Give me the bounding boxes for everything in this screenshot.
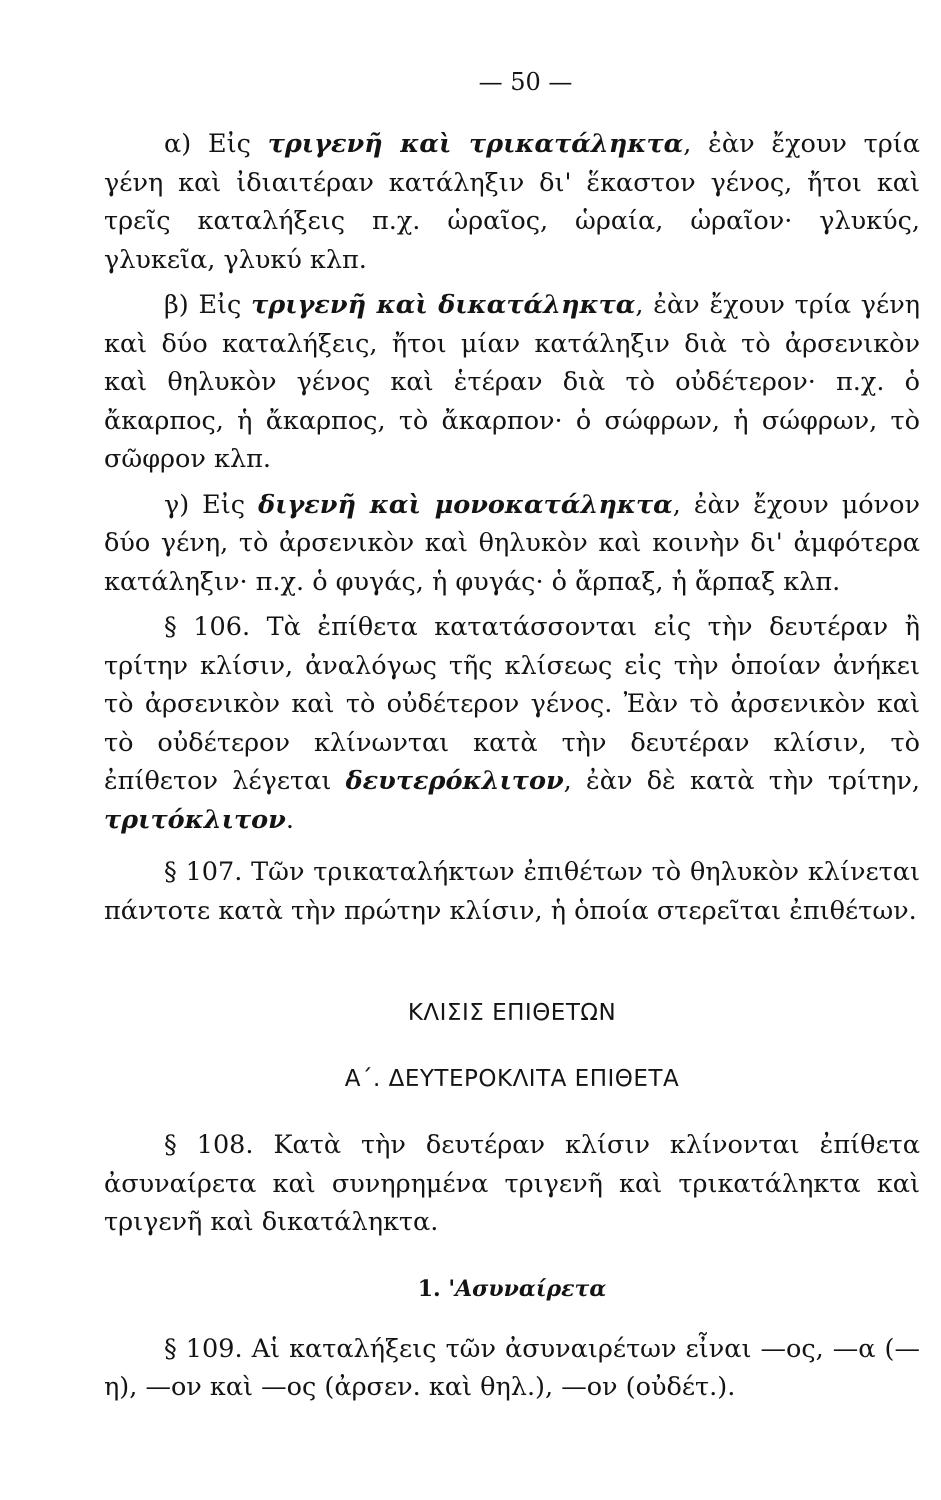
section-106-text-3: . [285,804,294,835]
section-106-text-1: § 106. Τὰ ἐπίθετα κατατάσσονται εἰς τὴν δευτέραν ἢ τρίτην κλίσιν, ἀναλόγως τῆς κλίσεως εἰς τὴν ὁποίαν ἀνήκει τὸ ἀρσενικὸν καὶ τὸ οὐδέτερον γένος. Ἐὰν τὸ ἀρσενικὸν καὶ τὸ οὐδέτερον κλίνωνται κατὰ τὴν δευτέραν κλίσιν, τὸ ἐπίθετον λέγεται [104,612,920,796]
subheading-title: 'Ασυναίρετα [448,1275,607,1302]
subheading-number: 1. [417,1275,449,1302]
paragraph-c [104,486,920,602]
term-digeni-monokatalikta: διγενῆ καὶ μονοκατάληκτα [258,489,673,520]
subsection-heading: Α΄. ΔΕΥΤΕΡΟΚΛΙΤΑ ΕΠΙΘΕΤΑ [344,1066,680,1092]
section-106-text-2: , ἐὰν δὲ κατὰ τὴν τρίτην, [563,766,920,796]
paragraph-a-text: , ἐὰν ἔχουν τρία γένη καὶ ἰδιαιτέραν κατάληξιν δι' ἕκαστον γένος, ἤτοι καὶ τρεῖς καταλήξεις π.χ. ὡραῖος, ὡραία, ὡραῖον· γλυκύς, γλυκεῖα, γλυκύ κλπ. [104,129,921,275]
term-trigeni-trikatalikta: τριγενῆ καὶ τρικατάληκτα [267,129,684,159]
term-tritoklito: τριτόκλιτον [104,804,286,835]
section-108: § 108. Κατὰ τὴν δευτέραν κλίσιν κλίνονται ἐπίθετα ἀσυναίρετα καὶ συνηρημένα τριγενῆ καὶ τρικατάληκτα καὶ τριγενῆ καὶ δικατάληκτα. [104,1130,920,1237]
paragraph-b [104,286,920,479]
page-body [104,125,920,1407]
page-number: — 50 — [478,68,573,96]
section-109: § 109. Αἱ καταλήξεις τῶν ἀσυναιρέτων εἶναι —ος, —α (—η), —ον καὶ —ος (ἀρσεν. καὶ θηλ.), —ον (οὐδέτ.). [104,1333,920,1402]
paragraph-b-text: , ἐὰν ἔχουν τρία γένη καὶ δύο καταλήξεις, ἤτοι μίαν κατάληξιν διὰ τὸ ἀρσενικὸν καὶ θηλυκὸν γένος καὶ ἑτέραν διὰ τὸ οὐδέτερον· π.χ. ὁ ἄκαρπος, ἡ ἄκαρπος, τὸ ἄκαρπον· ὁ σώφρων, ἡ σώφρων, τὸ σῶφρον κλπ. [104,290,920,474]
paragraph-a-lead: α) Εἰς [164,129,268,159]
section-107: § 107. Τῶν τρικαταλήκτων ἐπιθέτων τὸ θηλυκὸν κλίνεται πάντοτε κατὰ τὴν πρώτην κλίσιν, ἡ ὁποία στερεῖται ἐπιθέτων. [104,857,920,926]
paragraph-c-text: , ἐὰν ἔχουν μόνον δύο γένη, τὸ ἀρσενικὸν καὶ θηλυκὸν καὶ κοινὴν δι' ἀμφότερα κατάληξιν· π.χ. ὁ φυγάς, ἡ φυγάς· ὁ ἅρπαξ, ἡ ἅρπαξ κλπ. [104,489,921,597]
section-106 [104,608,920,839]
subheading [104,1276,920,1302]
paragraph-a [104,125,920,279]
paragraph-b-lead: β) Εἰς [164,290,252,320]
term-deuteroklito: δευτερόκλιτον [345,766,564,796]
section-heading: ΚΛΙΣΙΣ ΕΠΙΘΕΤΩΝ [407,1000,617,1026]
term-trigeni-dikatalikta: τριγενῆ καὶ δικατάληκτα [251,290,636,320]
paragraph-c-lead: γ) Εἰς [164,489,259,520]
